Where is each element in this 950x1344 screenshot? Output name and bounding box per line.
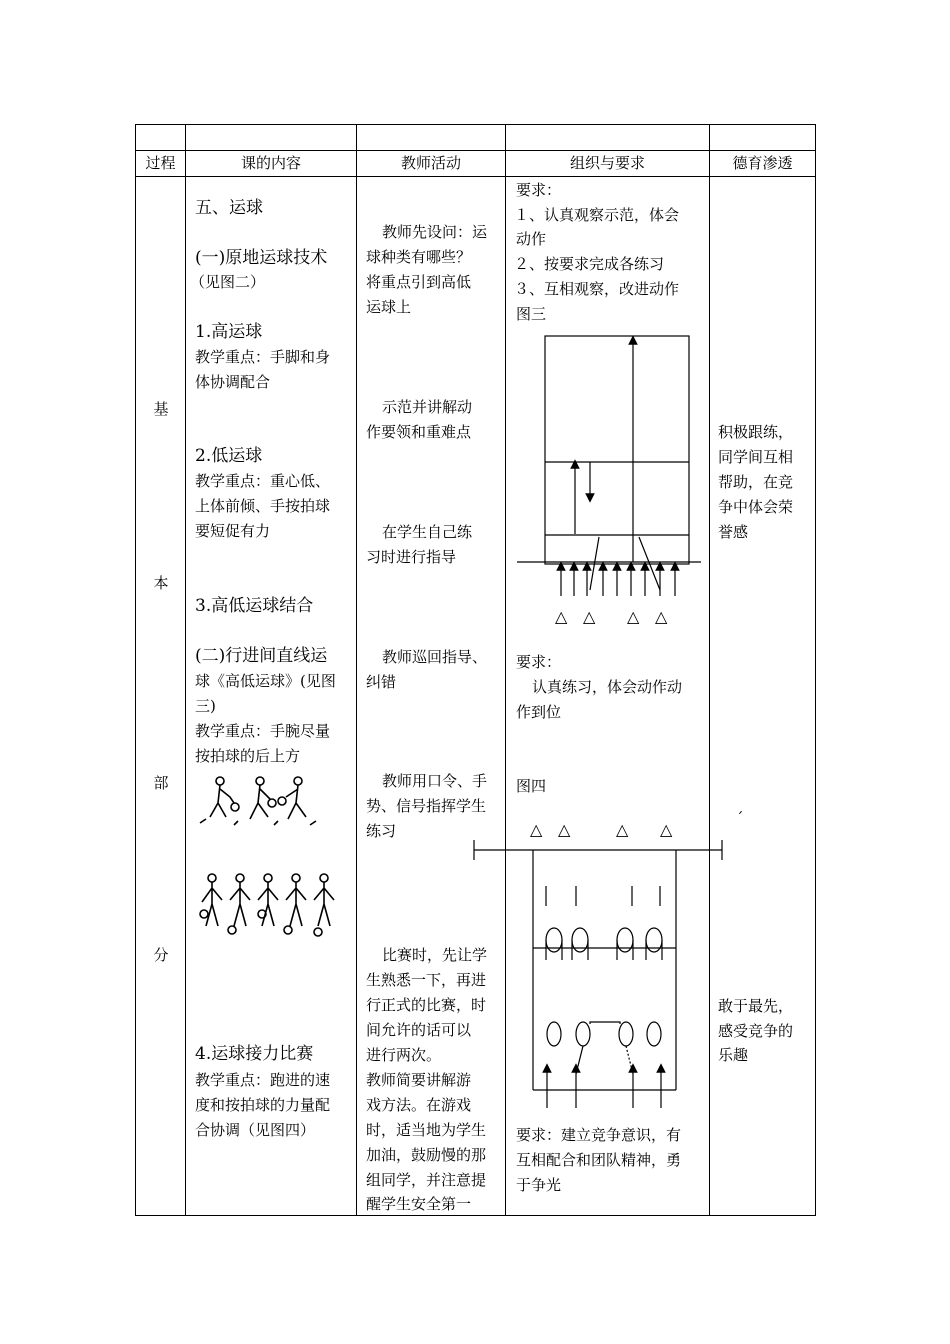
section5-2-key-a: 教学重点：手腕尽量 [195,722,331,740]
teacher-note-1a: 教师先设问：运 [382,223,488,241]
table-col-divider-1 [185,124,186,1216]
org-req-label-1: 要求： [516,181,562,199]
org-req-label-2: 要求： [516,653,562,671]
item1-key-b: 体协调配合 [195,373,271,391]
dribbling-side-view-illustration [198,773,333,833]
moral-2b: 感受竞争的 [718,1022,794,1040]
table-col-divider-2 [356,124,357,1216]
section5-2-title-c: 三) [195,697,216,715]
item2-key-a: 教学重点：重心低、 [195,472,331,490]
header-organization: 组织与要求 [569,154,645,172]
item4-key-c: 合协调（见图四） [195,1121,316,1139]
teacher-note-1d: 运球上 [366,298,412,316]
item3-title: 3.高低运球结合 [195,596,314,616]
fig4-triangle-1: △ [530,820,543,839]
figure4-relay-diagram [470,838,735,1113]
dribbling-front-view-illustration [196,870,336,940]
fig3-triangle-1: △ [555,607,568,626]
section5-2-key-b: 按拍球的后上方 [195,747,301,765]
teacher-note-5a: 教师用口令、手 [382,772,488,790]
item4-title: 4.运球接力比赛 [195,1044,314,1064]
org-req-5a: 要求：建立竞争意识，有 [516,1126,682,1144]
teacher-note-3a: 在学生自己练 [382,523,473,541]
item1-title: 1.高运球 [195,322,263,342]
moral-1d: 争中体会荣 [718,498,794,516]
fig4-triangle-4: △ [660,820,673,839]
process-char-2: 本 [153,574,169,592]
table-border-top [135,124,816,125]
moral-1e: 誉感 [718,523,749,541]
item4-key-a: 教学重点：跑进的速 [195,1071,331,1089]
section5-title: 五、运球 [195,198,263,218]
teacher-note-5b: 势、信号指挥学生 [366,797,487,815]
moral-1b: 同学间互相 [718,448,794,466]
item2-title: 2.低运球 [195,446,263,466]
teacher-note-6b: 生熟悉一下，再进 [366,971,487,989]
process-char-4: 分 [153,946,169,964]
table-border-right [815,124,816,1216]
teacher-note-2a: 示范并讲解动 [382,398,473,416]
teacher-note-5c: 练习 [366,822,397,840]
teacher-note-6a: 比赛时，先让学 [382,946,488,964]
org-req-4b: 作到位 [516,703,562,721]
section5-2-title-b: 球《高低运球》(见图 [195,672,336,690]
teacher-note-6c: 行正式的比赛，时 [366,996,487,1014]
teacher-note-4a: 教师巡回指导、 [382,648,488,666]
table-border-bottom [135,1215,816,1216]
teacher-note-6h: 时，适当地为学生 [366,1121,487,1139]
table-row-divider-2 [135,176,816,177]
figure3-court-diagram [515,334,705,634]
moral-1a: 积极跟练， [718,423,794,441]
fig3-triangle-3: △ [627,607,640,626]
org-req-1b: 动作 [516,230,547,248]
teacher-note-6i: 加油，鼓励慢的那 [366,1146,487,1164]
teacher-note-6f: 教师简要讲解游 [366,1071,472,1089]
fig4-triangle-3: △ [616,820,629,839]
fig4-triangle-2: △ [558,820,571,839]
item1-key-a: 教学重点：手脚和身 [195,348,331,366]
item2-key-c: 要短促有力 [195,522,271,540]
header-content: 课的内容 [240,154,301,172]
header-teacher: 教师活动 [400,154,461,172]
org-req-3: ３、互相观察，改进动作 [514,280,680,298]
teacher-note-6e: 进行两次。 [366,1046,442,1064]
header-moral: 德育渗透 [732,154,793,172]
process-char-1: 基 [153,400,169,418]
teacher-note-1b: 球种类有哪些？ [366,248,472,266]
section5-2-title-a: (二)行进间直线运 [195,646,328,666]
header-process: 过程 [145,154,176,172]
fig3-triangle-4: △ [655,607,668,626]
section5-1-title-b: （见图二） [190,273,266,291]
org-req-4a: 认真练习，体会动作动 [532,678,683,696]
section5-1-title-a: (一)原地运球技术 [195,248,328,268]
process-char-3: 部 [153,774,169,792]
org-req-1: １、认真观察示范，体会 [514,206,680,224]
teacher-note-6d: 间允许的话可以 [366,1021,472,1039]
moral-tick-mark: ˊ [736,809,744,827]
org-fig3-label: 图三 [516,305,547,323]
teacher-note-6j: 组同学，并注意提 [366,1171,487,1189]
teacher-note-6g: 戏方法。在游戏 [366,1096,472,1114]
teacher-note-4b: 纠错 [366,673,397,691]
moral-2a: 敢于最先， [718,997,794,1015]
teacher-note-1c: 将重点引到高低 [366,273,472,291]
item4-key-b: 度和按拍球的力量配 [195,1096,331,1114]
item2-key-b: 上体前倾、手按拍球 [195,497,331,515]
fig3-triangle-2: △ [583,607,596,626]
org-req-5b: 互相配合和团队精神，勇 [516,1151,682,1169]
teacher-note-6k: 醒学生安全第一 [366,1195,472,1213]
table-border-left [135,124,136,1216]
org-req-5c: 于争光 [516,1176,562,1194]
moral-1c: 帮助，在竞 [718,473,794,491]
teacher-note-2b: 作要领和重难点 [366,423,472,441]
org-fig4-label: 图四 [516,777,547,795]
teacher-note-3b: 习时进行指导 [366,548,457,566]
moral-2c: 乐趣 [718,1046,749,1064]
org-req-2: ２、按要求完成各练习 [514,255,665,273]
